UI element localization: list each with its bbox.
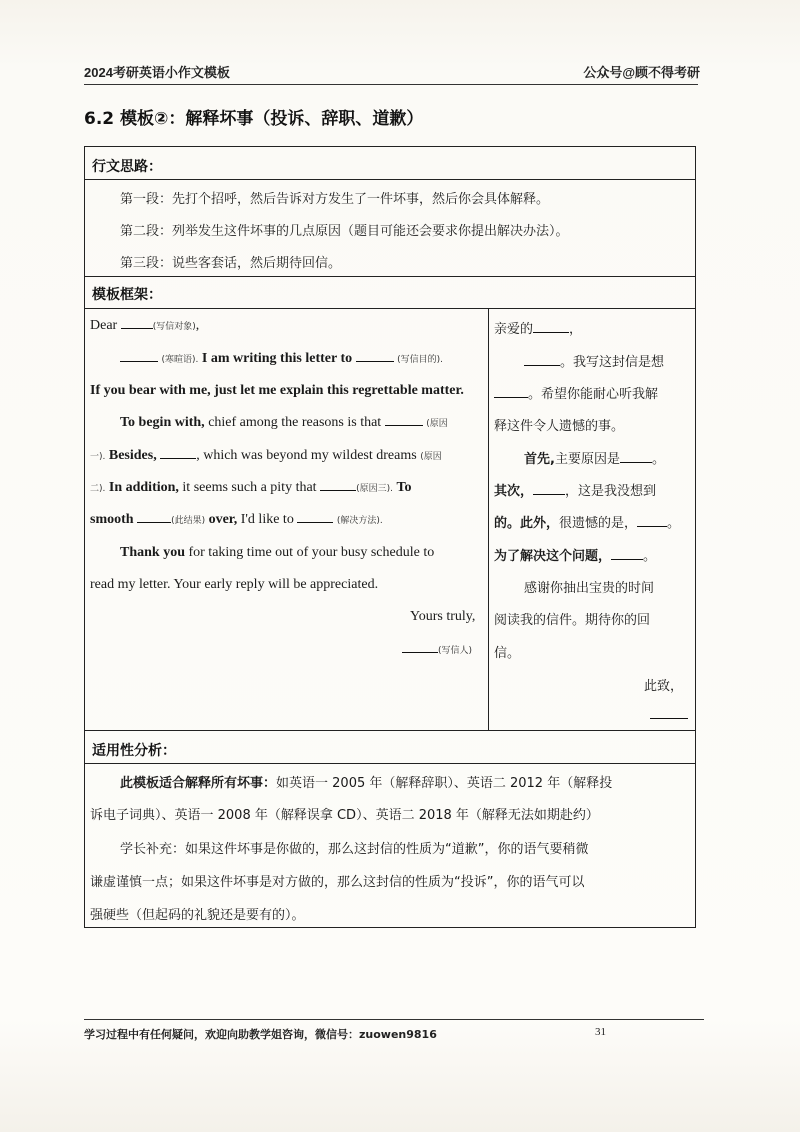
en-note: (解决方法). [336, 516, 383, 526]
en-text: , which was beyond my wildest dreams [196, 448, 417, 463]
zh-text: ，这是我没想到 [565, 484, 657, 499]
outline-bottom-divider [84, 276, 696, 277]
zh-text: 。 [667, 516, 681, 531]
outline-paragraph-2: 第二段：列举发生这件坏事的几点原因（题目可能还会要求你提出解决办法）。 [120, 224, 569, 239]
chinese-closing: 此致， [644, 679, 684, 694]
analysis-paragraph-2-line-3: 强硬些（但起码的礼貌还是要有的）。 [90, 908, 305, 923]
en-dear: Dear [90, 318, 118, 333]
chinese-line-5 [524, 448, 665, 467]
english-signature [402, 642, 472, 658]
chinese-line-8 [494, 545, 656, 564]
en-note: 二). [90, 484, 106, 494]
blank [120, 351, 158, 362]
english-line-2 [120, 351, 443, 367]
outline-label: 行文思路： [92, 159, 162, 175]
zh-bold: 为了解决这个问题， [494, 549, 612, 564]
zh-text: 很遗憾的是， [559, 516, 638, 531]
en-note: (原因 [426, 419, 448, 429]
chinese-line-3 [494, 383, 658, 402]
column-divider [488, 308, 489, 730]
chinese-line-4: 释这件令人遗憾的事。 [494, 419, 625, 434]
blank [533, 484, 565, 495]
analysis-paragraph-2-line-2: 谦虚谨慎一点；如果这件坏事是对方做的，那么这封信的性质为“投诉”，你的语气可以 [90, 875, 585, 890]
header-left-title: 2024考研英语小作文模板 [84, 65, 230, 80]
blank [533, 322, 569, 333]
en-bold-phrase: I am writing this letter to [201, 351, 353, 366]
blank [637, 516, 667, 527]
chinese-line-9: 感谢你抽出宝贵的时间 [524, 581, 655, 596]
blank [160, 448, 196, 459]
blank [524, 355, 560, 366]
en-text: for taking time out of your busy schedule to [188, 545, 435, 560]
en-bold-phrase: smooth [90, 512, 134, 527]
header-divider [84, 84, 698, 85]
framework-label: 模板框架： [92, 287, 162, 303]
en-bold-phrase: To begin with, [120, 415, 205, 430]
en-note: (原因 [420, 452, 442, 462]
page-number: 31 [595, 1026, 606, 1038]
zh-bold: 的。此外， [494, 516, 560, 531]
blank [356, 351, 394, 362]
blank [137, 512, 171, 523]
footer-divider [84, 1019, 704, 1020]
analysis-paragraph-1-line-2: 诉电子词典）、英语一 2008 年（解释误拿 CD）、英语二 2018 年（解释无法如期赴约） [90, 808, 599, 823]
zh-bold: 首先, [524, 452, 555, 467]
english-line-6 [90, 480, 412, 496]
blank [121, 318, 153, 329]
en-note: (写信对象) [152, 322, 196, 332]
blank [297, 512, 333, 523]
english-line-7 [90, 512, 383, 528]
blank [611, 549, 643, 560]
analysis-label: 适用性分析： [92, 743, 176, 759]
zh-text: 亲爱的 [494, 322, 534, 337]
chinese-line-2 [524, 351, 664, 370]
analysis-bold-lead: 此模板适合解释所有坏事： [120, 776, 277, 791]
chinese-signature [650, 708, 688, 723]
en-text: chief among the reasons is that [208, 415, 382, 430]
en-bold-phrase: over, [208, 512, 238, 527]
analysis-label-divider [84, 763, 696, 764]
zh-text: 。 [651, 452, 665, 467]
en-note: 一). [90, 452, 106, 462]
en-note: (此结果) [171, 516, 206, 526]
zh-text: 。 [643, 549, 657, 564]
outline-label-divider [84, 179, 696, 180]
blank [650, 708, 688, 719]
english-line-3: If you bear with me, just let me explain this regrettable matter. [90, 383, 464, 398]
blank [620, 452, 652, 463]
chinese-line-10: 阅读我的信件。期待你的回 [494, 613, 651, 628]
en-comma: , [195, 318, 200, 333]
outline-paragraph-1: 第一段：先打个招呼，然后告诉对方发生了一件坏事，然后你会具体解释。 [120, 192, 550, 207]
chinese-line-1 [494, 318, 582, 337]
en-bold-phrase: Thank you [120, 545, 185, 560]
chinese-line-7 [494, 512, 680, 531]
zh-bold: 其次， [494, 484, 534, 499]
analysis-paragraph-1 [120, 772, 612, 791]
zh-text: 。希望你能耐心听我解 [528, 387, 659, 402]
english-line-9: read my letter. Your early reply will be appreciated. [90, 577, 379, 592]
en-bold-phrase: In addition, [108, 480, 179, 495]
framework-label-divider [84, 308, 696, 309]
analysis-paragraph-2-line-1: 学长补充：如果这件坏事是你做的，那么这封信的性质为“道歉”，你的语气要稍微 [120, 842, 589, 857]
chinese-line-6 [494, 480, 656, 499]
english-salutation [90, 318, 199, 334]
en-bold-phrase: Besides, [108, 448, 157, 463]
english-closing: Yours truly, [410, 609, 476, 624]
footer-contact-text: 学习过程中有任何疑问，欢迎向助教学姐咨询，微信号：zuowen9816 [84, 1028, 437, 1041]
en-note: (写信人) [438, 646, 473, 656]
en-text: I'd like to [240, 512, 294, 527]
en-note: (原因三). [356, 484, 393, 494]
framework-bottom-divider [84, 730, 696, 731]
english-line-8 [120, 545, 434, 561]
header-right-account: 公众号@顾不得考研 [583, 65, 700, 80]
page-header [84, 62, 700, 81]
blank [494, 387, 528, 398]
en-bold-phrase: To [396, 480, 412, 495]
blank [385, 415, 423, 426]
zh-text: 主要原因是 [554, 452, 620, 467]
blank [402, 642, 438, 653]
analysis-text: 如英语一 2005 年（解释辞职）、英语二 2012 年（解释投 [276, 776, 613, 791]
english-line-5 [90, 448, 442, 464]
zh-text: 。我写这封信是想 [560, 355, 665, 370]
zh-text: ， [569, 322, 583, 337]
section-title: 6.2 模板②：解释坏事（投诉、辞职、道歉） [84, 109, 424, 129]
en-note: (寒暄语). [161, 355, 199, 365]
blank [320, 480, 356, 491]
en-text: it seems such a pity that [182, 480, 317, 495]
outline-paragraph-3: 第三段：说些客套话，然后期待回信。 [120, 256, 342, 271]
en-note: (写信目的). [397, 355, 443, 365]
english-line-4 [120, 415, 448, 431]
chinese-line-11: 信。 [494, 646, 521, 661]
